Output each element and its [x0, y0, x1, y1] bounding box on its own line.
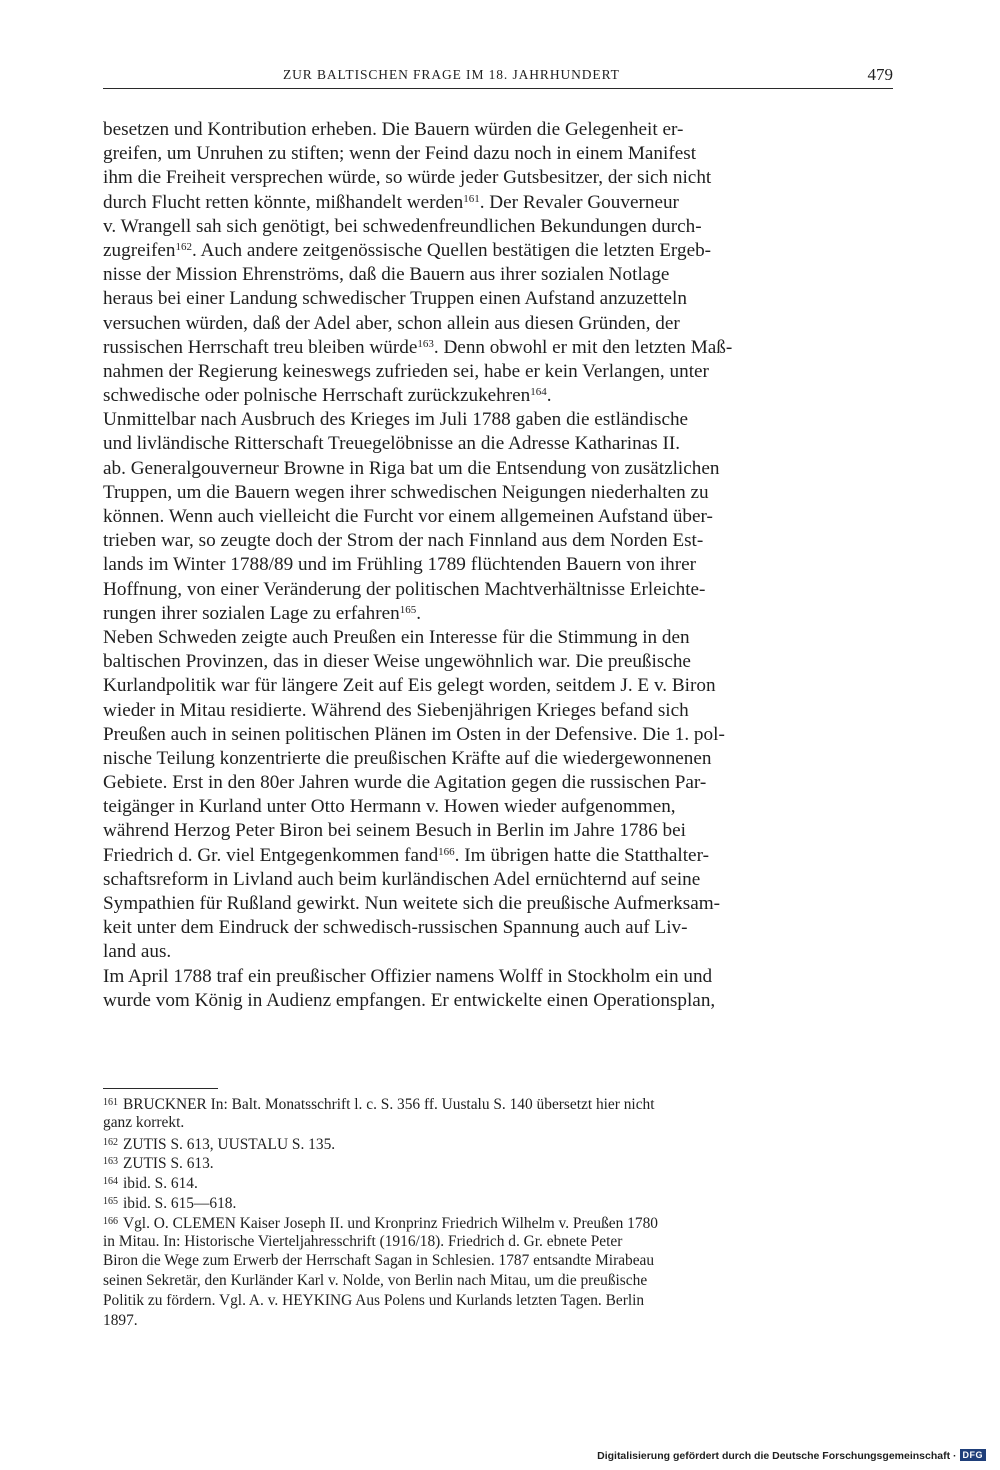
- footnote-number: 163: [103, 1156, 118, 1168]
- footnote-text: 1897.: [103, 1311, 138, 1329]
- text-line: [103, 336, 893, 360]
- footnote-text: BRUCKNER In: Balt. Monatsschrift l. c. S. 356 ff. Uustalu S. 140 übersetzt hier nicht: [123, 1096, 655, 1113]
- footnote-text: ZUTIS S. 613, UUSTALU S. 135.: [123, 1135, 336, 1153]
- line-text: zugreifen: [103, 239, 176, 261]
- footnote-ref: 165: [399, 603, 417, 616]
- line-text-after: . Denn obwohl er mit den letzten Maß-: [433, 336, 733, 358]
- line-text: Preußen auch in seinen politischen Plänen im Osten in der Defensive. Die 1. pol-: [103, 723, 725, 745]
- line-text: durch Flucht retten könnte, mißhandelt werden: [103, 191, 464, 213]
- footnote-ref: 164: [530, 386, 547, 399]
- footnote-text: Politik zu fördern. Vgl. A. v. HEYKING Aus Polens und Kurlands letzten Tagen. Berlin: [103, 1291, 645, 1309]
- line-text: trieben war, so zeugte doch der Strom der nach Finnland aus dem Norden Est-: [103, 530, 704, 552]
- text-line: [103, 384, 893, 408]
- line-text: wieder in Mitau residierte. Während des Siebenjährigen Krieges befand sich: [103, 699, 689, 721]
- text-line: [103, 626, 893, 650]
- text-line: [103, 892, 893, 916]
- line-text: Truppen, um die Bauern wegen ihrer schwedischen Neigungen niederhalten zu: [103, 481, 709, 503]
- line-text: keit unter dem Eindruck der schwedisch-russischen Spannung auch auf Liv-: [103, 917, 688, 939]
- footnote-text: ibid. S. 615—618.: [123, 1194, 237, 1212]
- text-line: [103, 191, 893, 215]
- dfg-logo: DFG: [960, 1449, 987, 1461]
- footnote-ref: 163: [417, 337, 434, 350]
- footnote-number: 166: [103, 1215, 118, 1227]
- line-text: lands im Winter 1788/89 und im Frühling 1789 flüchtenden Bauern von ihrer: [103, 554, 697, 576]
- footnote-line: [103, 1113, 893, 1133]
- line-text: nische Teilung konzentrierte die preußischen Kräfte auf die wiedergewonnenen: [103, 747, 712, 769]
- text-line: [103, 771, 893, 795]
- text-line: [103, 699, 893, 723]
- footnote-ref: 166: [438, 845, 455, 858]
- footnote-text: Vgl. O. CLEMEN Kaiser Joseph II. und Kronprinz Friedrich Wilhelm v. Preußen 1780: [123, 1214, 658, 1232]
- footnote-ref: 161: [463, 192, 480, 205]
- footnote-line: [103, 1232, 893, 1252]
- text-line: [103, 142, 893, 166]
- line-text: wurde vom König in Audienz empfangen. Er entwickelte einen Operationsplan,: [103, 989, 716, 1011]
- text-line: [103, 965, 893, 989]
- text-line: [103, 312, 893, 336]
- text-line: [103, 916, 893, 940]
- text-line: [103, 747, 893, 771]
- line-text: schwedische oder polnische Herrschaft zurückzukehren: [103, 385, 531, 407]
- line-text: land aus.: [103, 941, 172, 963]
- footnote-text: ZUTIS S. 613.: [123, 1155, 214, 1173]
- footnote-line: [103, 1271, 893, 1291]
- line-text: nisse der Mission Ehrenströms, daß die Bauern aus ihrer sozialen Notlage: [103, 264, 670, 286]
- text-line: [103, 940, 893, 964]
- line-text: Gebiete. Erst in den 80er Jahren wurde die Agitation gegen die russischen Par-: [103, 772, 707, 794]
- footnote-line: [103, 1093, 893, 1113]
- footnote-number: 164: [103, 1176, 118, 1188]
- footnote-line: [103, 1251, 893, 1271]
- digitization-credit: [597, 1449, 986, 1462]
- line-text: versuchen würden, daß der Adel aber, schon allein aus diesen Gründen, der: [103, 312, 680, 334]
- text-line: [103, 723, 893, 747]
- line-text: nahmen der Regierung keineswegs zufrieden sei, habe er kein Verlangen, unter: [103, 360, 709, 382]
- footnote-text: in Mitau. In: Historische Vierteljahresschrift (1916/18). Friedrich d. Gr. ebnete Peter: [103, 1232, 623, 1250]
- running-head: [103, 60, 893, 89]
- footnote-line: [103, 1192, 893, 1212]
- text-line: [103, 674, 893, 698]
- text-line: [103, 553, 893, 577]
- footnote-ref: 162: [175, 240, 192, 253]
- text-line: [103, 481, 893, 505]
- text-line: [103, 118, 893, 142]
- line-text: während Herzog Peter Biron bei seinem Besuch in Berlin im Jahre 1786 bei: [103, 820, 686, 842]
- footnote-text: seinen Sekretär, den Kurländer Karl v. Nolde, von Berlin nach Mitau, um die preußische: [103, 1272, 648, 1290]
- line-text: Friedrich d. Gr. viel Entgegenkommen fand: [103, 844, 439, 866]
- line-text-after: .: [546, 385, 552, 407]
- footnote-text: ganz korrekt.: [103, 1113, 185, 1131]
- footnote-line: [103, 1172, 893, 1192]
- line-text-after: . Im übrigen hatte die Statthalter-: [454, 844, 709, 866]
- text-line: [103, 432, 893, 456]
- text-line: [103, 650, 893, 674]
- line-text: teigänger in Kurland unter Otto Hermann v. Howen wieder aufgenommen,: [103, 796, 676, 818]
- line-text: Sympathien für Rußland gewirkt. Nun weitete sich die preußische Aufmerksam-: [103, 893, 721, 914]
- line-text: besetzen und Kontribution erheben. Die Bauern würden die Gelegenheit er-: [103, 119, 684, 140]
- text-line: [103, 215, 893, 239]
- text-line: [103, 989, 893, 1013]
- footnote-line: [103, 1212, 893, 1232]
- line-text: schaftsreform in Livland auch beim kurländischen Adel ernüchternd auf seine: [103, 868, 701, 890]
- line-text: baltischen Provinzen, das in dieser Weise ungewöhnlich war. Die preußische: [103, 651, 691, 673]
- footnotes: [103, 1093, 893, 1331]
- text-line: [103, 408, 893, 432]
- footnote-line: [103, 1291, 893, 1311]
- footnote-line: [103, 1311, 893, 1331]
- text-line: [103, 819, 893, 843]
- footnote-line: [103, 1152, 893, 1172]
- text-line: [103, 287, 893, 311]
- footnote-number: 165: [103, 1195, 118, 1207]
- line-text: Unmittelbar nach Ausbruch des Krieges im Juli 1788 gaben die estländische: [103, 409, 689, 431]
- line-text: können. Wenn auch vielleicht die Furcht vor einem allgemeinen Aufstand über-: [103, 506, 713, 527]
- line-text-after: .: [416, 602, 422, 624]
- text-line: [103, 844, 893, 868]
- footnote-line: [103, 1133, 893, 1153]
- line-text: russischen Herrschaft treu bleiben würde: [103, 336, 418, 358]
- line-text-after: . Der Revaler Gouverneur: [479, 191, 679, 213]
- line-text: Kurlandpolitik war für längere Zeit auf Eis gelegt worden, seitdem J. E v. Biron: [103, 675, 716, 697]
- text-line: [103, 602, 893, 626]
- line-text: Neben Schweden zeigte auch Preußen ein Interesse für die Stimmung in den: [103, 626, 690, 648]
- credit-text: Digitalisierung gefördert durch die Deutsche Forschungsgemeinschaft ·: [597, 1450, 957, 1462]
- body-text: [103, 118, 893, 1013]
- text-line: [103, 166, 893, 190]
- line-text: v. Wrangell sah sich genötigt, bei schwedenfreundlichen Bekundungen durch-: [103, 215, 702, 237]
- footnote-number: 162: [103, 1136, 118, 1148]
- text-line: [103, 529, 893, 553]
- text-line: [103, 360, 893, 384]
- line-text: rungen ihrer sozialen Lage zu erfahren: [103, 602, 400, 624]
- text-line: [103, 263, 893, 287]
- text-line: [103, 868, 893, 892]
- footnote-text: ibid. S. 614.: [123, 1175, 198, 1192]
- page-number: 479: [867, 65, 893, 84]
- line-text: und livländische Ritterschaft Treuegelöbnisse an die Adresse Katharinas II.: [103, 433, 681, 455]
- text-line: [103, 239, 893, 263]
- text-line: [103, 505, 893, 529]
- footnote-number: 161: [103, 1097, 118, 1108]
- line-text: ihm die Freiheit versprechen würde, so würde jeder Gutsbesitzer, der sich nicht: [103, 167, 712, 189]
- text-line: [103, 457, 893, 481]
- line-text: greifen, um Unruhen zu stiften; wenn der Feind dazu noch in einem Manifest: [103, 143, 697, 165]
- line-text: heraus bei einer Landung schwedischer Truppen einen Aufstand anzuzetteln: [103, 288, 687, 310]
- footnote-text: Biron die Wege zum Erwerb der Herrschaft Sagan in Schlesien. 1787 entsandte Mirabeau: [103, 1252, 655, 1270]
- line-text: Hoffnung, von einer Veränderung der politischen Machtverhältnisse Erleichte-: [103, 578, 706, 600]
- line-text: Im April 1788 traf ein preußischer Offizier namens Wolff in Stockholm ein und: [103, 965, 713, 987]
- running-title: ZUR BALTISCHEN FRAGE IM 18. JAHRHUNDERT: [283, 67, 620, 82]
- footnote-rule: [103, 1088, 218, 1089]
- text-line: [103, 578, 893, 602]
- line-text-after: . Auch andere zeitgenössische Quellen bestätigen die letzten Ergeb-: [191, 239, 712, 261]
- line-text: ab. Generalgouverneur Browne in Riga bat um die Entsendung von zusätzlichen: [103, 457, 720, 479]
- text-line: [103, 795, 893, 819]
